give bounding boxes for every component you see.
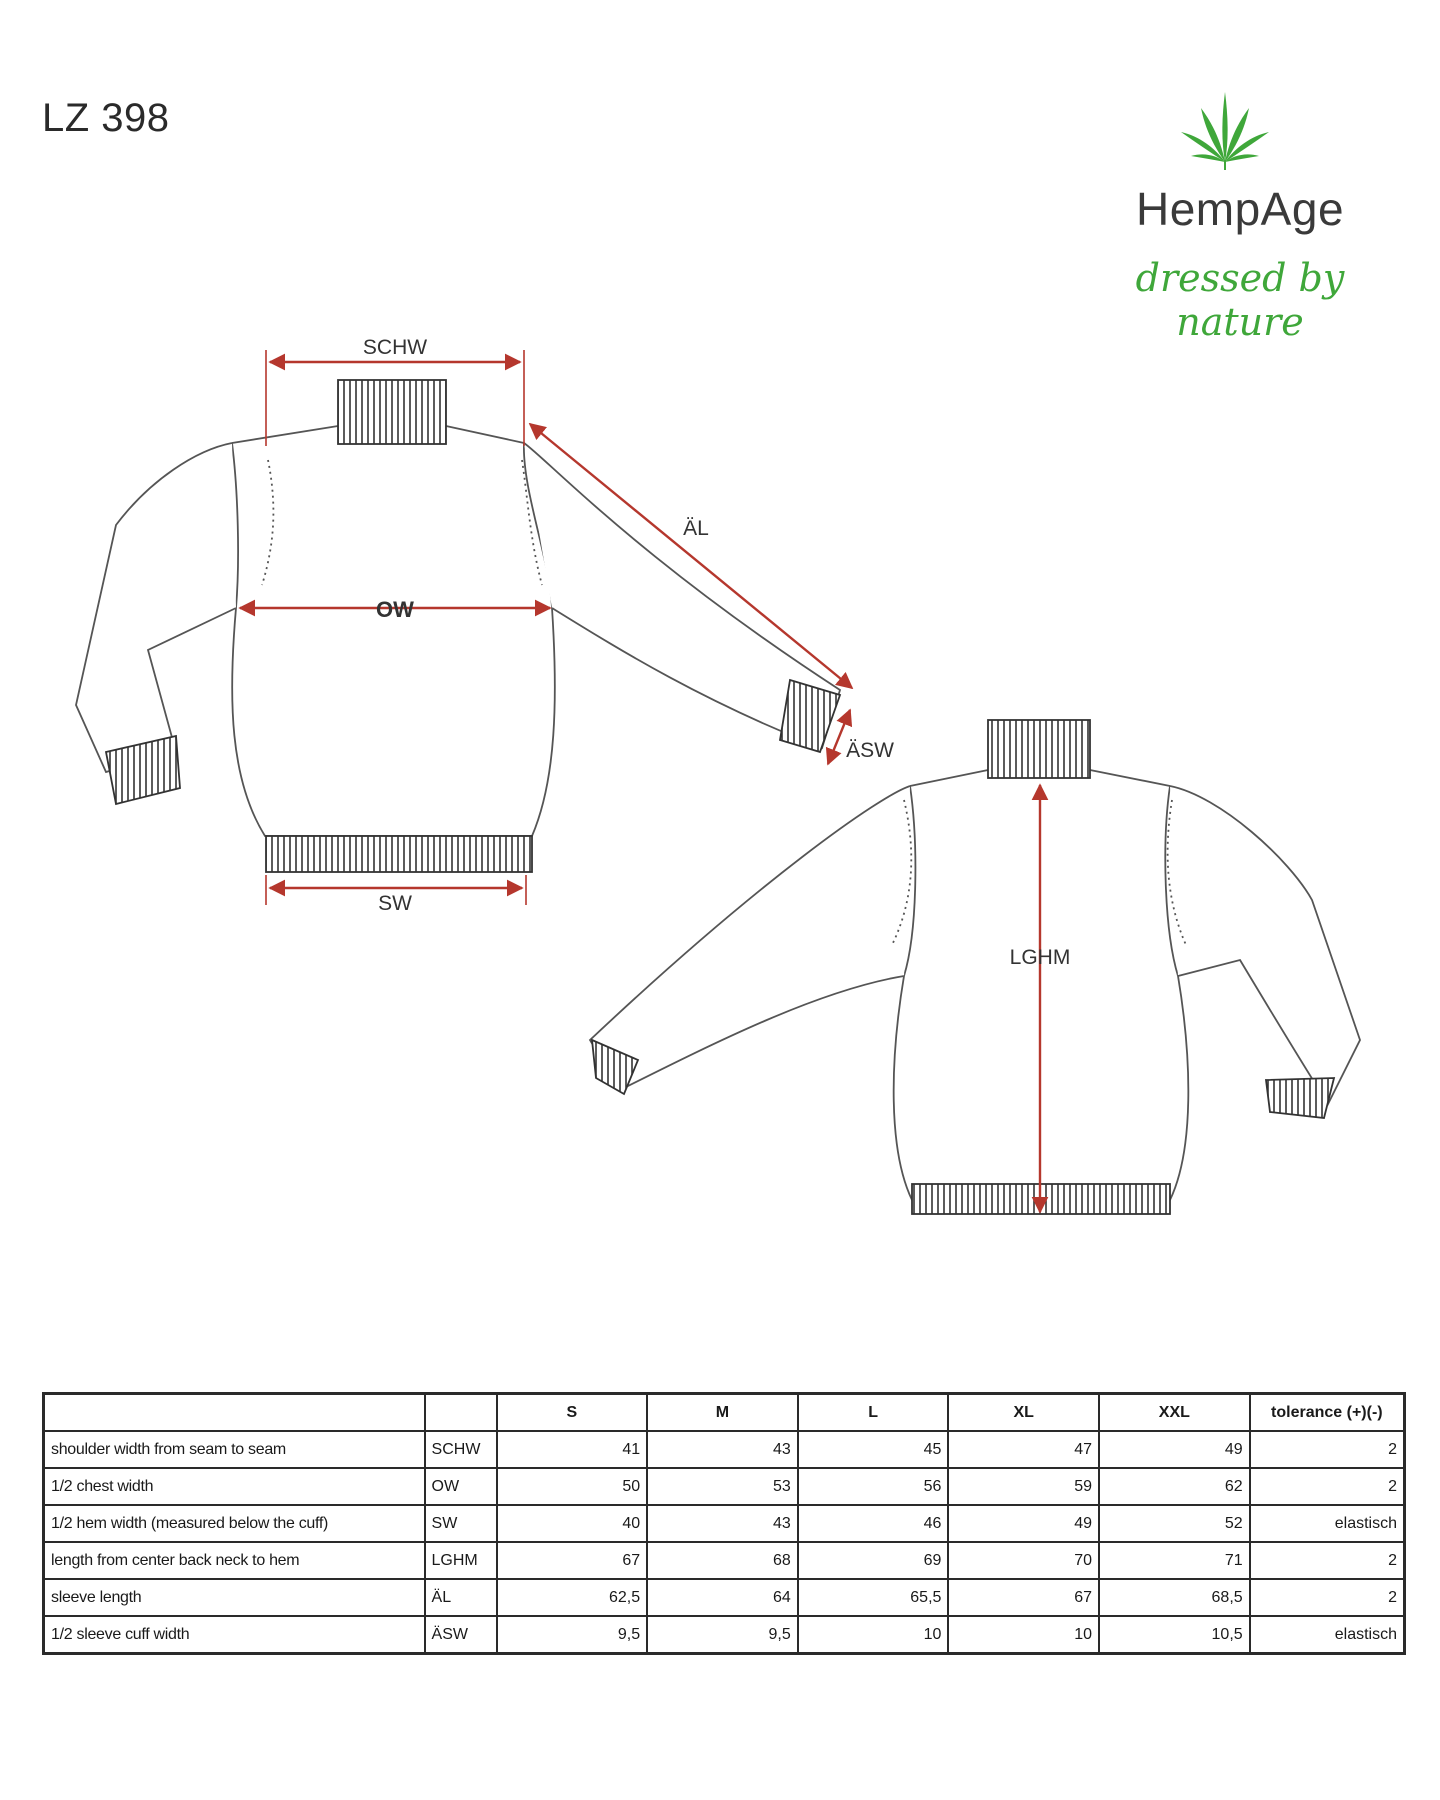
value-l: 69	[798, 1542, 949, 1579]
value-m: 43	[647, 1431, 798, 1468]
row-description: shoulder width from seam to seam	[44, 1431, 425, 1468]
back-right-sleeve	[1170, 786, 1360, 1104]
row-description: length from center back neck to hem	[44, 1542, 425, 1579]
hemp-leaf-icon	[1175, 90, 1275, 170]
value-xl: 59	[948, 1468, 1099, 1505]
back-view	[590, 770, 1360, 1200]
back-collar	[988, 720, 1090, 778]
row-code: LGHM	[425, 1542, 497, 1579]
value-xxl: 49	[1099, 1431, 1250, 1468]
value-s: 40	[497, 1505, 648, 1542]
header-size-xxl: XXL	[1099, 1394, 1250, 1432]
header-size-xl: XL	[948, 1394, 1099, 1432]
table-row	[44, 1542, 1405, 1579]
value-xxl: 10,5	[1099, 1616, 1250, 1654]
sw-label: SW	[378, 892, 412, 915]
brand-logo	[1080, 90, 1370, 344]
value-tolerance: 2	[1250, 1431, 1405, 1468]
value-xxl: 52	[1099, 1505, 1250, 1542]
value-m: 53	[647, 1468, 798, 1505]
header-desc	[44, 1394, 425, 1432]
back-left-sleeve	[590, 786, 910, 1090]
row-description: 1/2 sleeve cuff width	[44, 1616, 425, 1654]
lghm-label: LGHM	[1009, 946, 1071, 969]
value-s: 9,5	[497, 1616, 648, 1654]
row-description: sleeve length	[44, 1579, 425, 1616]
value-tolerance: 2	[1250, 1468, 1405, 1505]
value-xl: 10	[948, 1616, 1099, 1654]
front-hem-rib	[266, 836, 532, 872]
technical-drawing	[0, 320, 1440, 1240]
header-size-l: L	[798, 1394, 949, 1432]
value-l: 45	[798, 1431, 949, 1468]
front-collar	[338, 380, 446, 444]
front-left-sleeve	[76, 443, 236, 772]
front-view	[76, 426, 840, 836]
row-code: ÄL	[425, 1579, 497, 1616]
header-size-m: M	[647, 1394, 798, 1432]
table-row	[44, 1579, 1405, 1616]
value-l: 65,5	[798, 1579, 949, 1616]
table-row	[44, 1616, 1405, 1654]
value-xxl: 62	[1099, 1468, 1250, 1505]
header-code	[425, 1394, 497, 1432]
table-row	[44, 1505, 1405, 1542]
value-m: 9,5	[647, 1616, 798, 1654]
value-s: 50	[497, 1468, 648, 1505]
model-number: LZ 398	[42, 96, 170, 140]
table-header-row	[44, 1394, 1405, 1432]
value-m: 43	[647, 1505, 798, 1542]
brand-tagline: dressed by nature	[1135, 256, 1345, 344]
value-xl: 49	[948, 1505, 1099, 1542]
row-code: OW	[425, 1468, 497, 1505]
value-m: 64	[647, 1579, 798, 1616]
row-code: SCHW	[425, 1431, 497, 1468]
size-chart-table	[42, 1392, 1406, 1655]
al-label: ÄL	[683, 517, 709, 540]
value-xl: 47	[948, 1431, 1099, 1468]
row-code: ÄSW	[425, 1616, 497, 1654]
brand-name: HempAge	[1135, 183, 1345, 235]
row-description: 1/2 chest width	[44, 1468, 425, 1505]
value-tolerance: elastisch	[1250, 1505, 1405, 1542]
value-m: 68	[647, 1542, 798, 1579]
header-size-s: S	[497, 1394, 648, 1432]
schw-label: SCHW	[362, 336, 428, 359]
value-s: 67	[497, 1542, 648, 1579]
value-tolerance: elastisch	[1250, 1616, 1405, 1654]
row-code: SW	[425, 1505, 497, 1542]
value-l: 56	[798, 1468, 949, 1505]
back-right-cuff	[1266, 1078, 1334, 1118]
row-description: 1/2 hem width (measured below the cuff)	[44, 1505, 425, 1542]
garment-diagram	[0, 320, 1440, 1240]
value-s: 62,5	[497, 1579, 648, 1616]
value-l: 46	[798, 1505, 949, 1542]
front-body-outline	[232, 443, 555, 836]
value-l: 10	[798, 1616, 949, 1654]
header-tolerance: tolerance (+)(-)	[1250, 1394, 1405, 1432]
value-s: 41	[497, 1431, 648, 1468]
table-row	[44, 1431, 1405, 1468]
value-tolerance: 2	[1250, 1542, 1405, 1579]
value-xxl: 71	[1099, 1542, 1250, 1579]
ow-label: OW	[376, 597, 414, 622]
table-row	[44, 1468, 1405, 1505]
value-tolerance: 2	[1250, 1579, 1405, 1616]
value-xl: 67	[948, 1579, 1099, 1616]
value-xxl: 68,5	[1099, 1579, 1250, 1616]
asw-label: ÄSW	[846, 739, 894, 762]
value-xl: 70	[948, 1542, 1099, 1579]
